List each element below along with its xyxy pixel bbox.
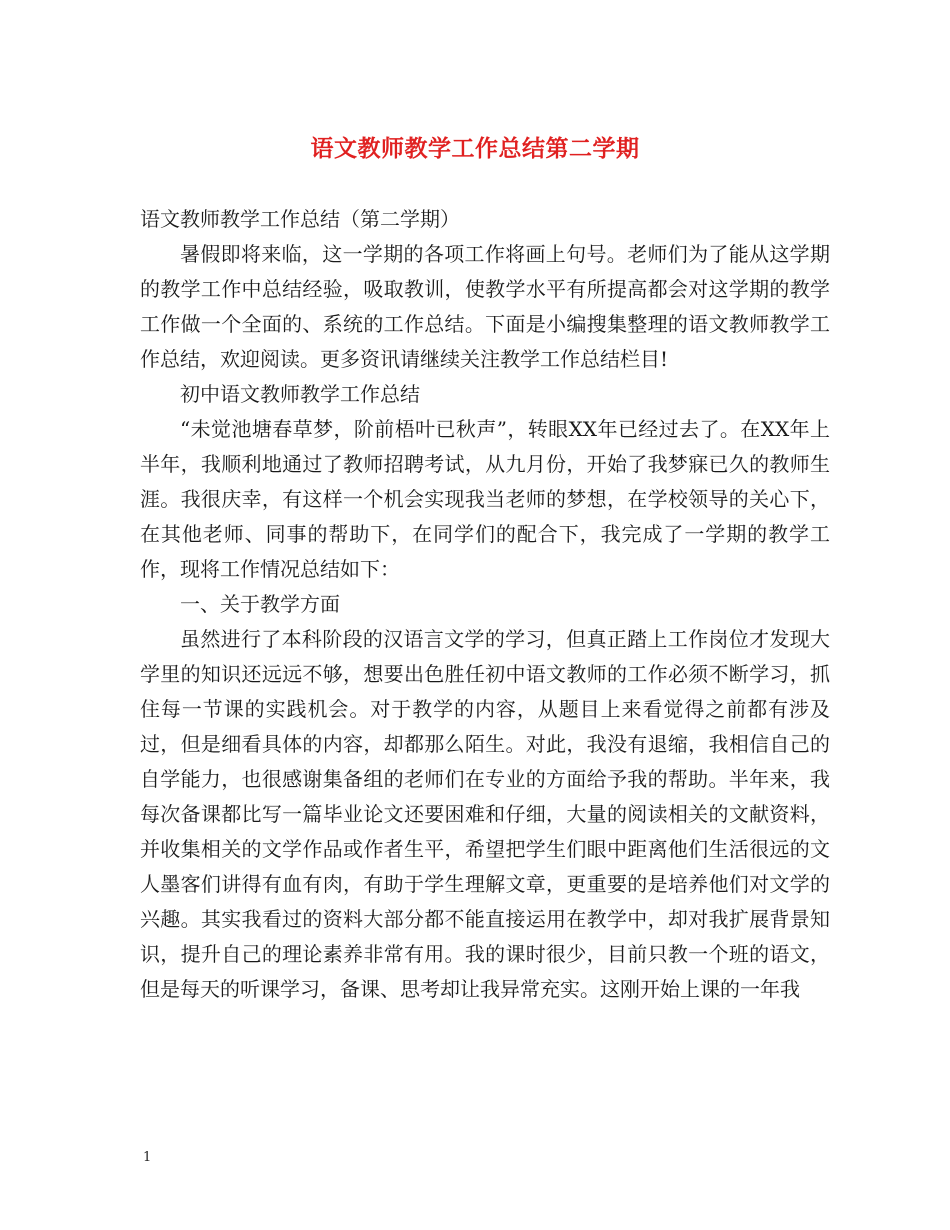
document-body — [140, 202, 830, 1007]
section-heading: 初中语文教师教学工作总结 — [180, 382, 420, 406]
teaching-paragraph: 虽然进行了本科阶段的汉语言文学的学习，但真正踏上工作岗位才发现大学里的知识还远远不够，想要出色胜任初中语文教师的工作必须不断学习，抓住每一节课的实践机会。对于教学的内容，从题目上来看觉得之前都有涉及过，但是细看具体的内容，却都那么陌生。对此，我没有退缩，我相信自己的自学能力，也很感谢集备组的老师们在专业的方面给予我的帮助。半年来，我每次备课都比写一篇毕业论文还要困难和仔细，大量的阅读相关的文献资料，并收集相关的文学作品或作者生平，希望把学生们眼中距离他们生活很远的文人墨客们讲得有血有肉，有助于学生理解文章，更重要的是培养他们对文学的兴趣。其实我看过的资料大部分都不能直接运用在教学中，却对我扩展背景知识，提升自己的理论素养非常有用。我的课时很少，目前只教一个班的语文，但是每天的听课学习，备课、思考却让我异常充实。这刚开始上课的一年我 — [140, 627, 830, 1001]
subtitle-paragraph: 语文教师教学工作总结（第二学期） — [140, 207, 460, 231]
teaching-heading: 一、关于教学方面 — [180, 592, 340, 616]
opening-paragraph: “未觉池塘春草梦，阶前梧叶已秋声”，转眼XX年已经过去了。在XX年上半年，我顺利地通过了教师招聘考试，从九月份，开始了我梦寐已久的教师生涯。我很庆幸，有这样一个机会实现我当老师的梦想，在学校领导的关心下，在其他老师、同事的帮助下，在同学们的配合下，我完成了一学期的教学工作，现将工作情况总结如下： — [140, 417, 830, 581]
page-number: 1 — [143, 1150, 152, 1165]
intro-paragraph: 暑假即将来临，这一学期的各项工作将画上句号。老师们为了能从这学期的教学工作中总结经验，吸取教训，使教学水平有所提高都会对这学期的教学工作做一个全面的、系统的工作总结。下面是小编搜集整理的语文教师教学工作总结，欢迎阅读。更多资讯请继续关注教学工作总结栏目! — [140, 242, 830, 371]
document-title: 语文教师教学工作总结第二学期 — [310, 135, 640, 162]
